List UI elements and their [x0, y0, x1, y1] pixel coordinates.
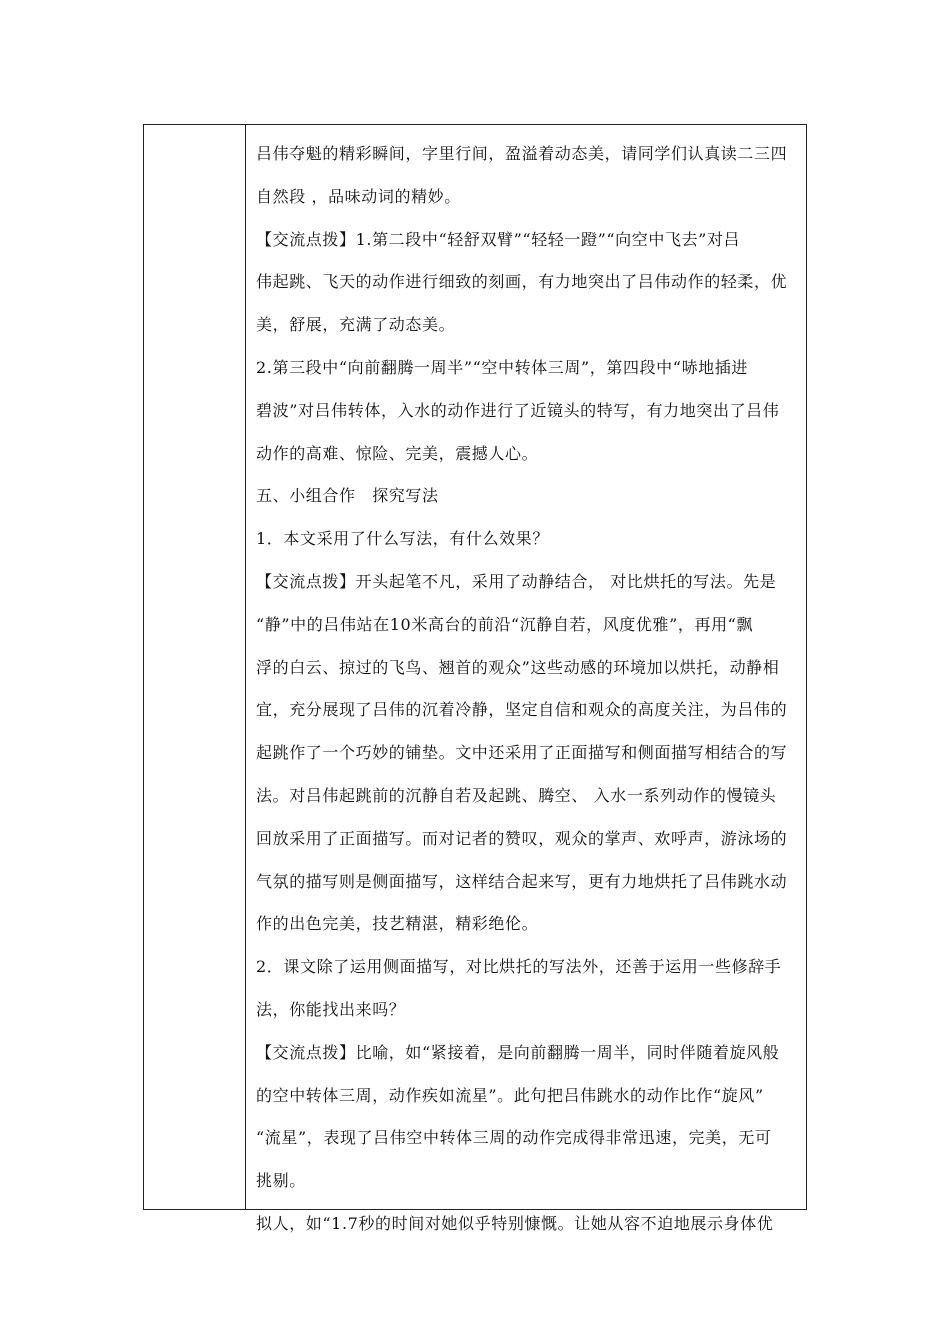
text-line: 宜，充分展现了吕伟的沉着冷静，坚定自信和观众的高度关注，为吕伟的: [256, 700, 788, 720]
question: 2．课文除了运用侧面描写，对比烘托的写法外，还善于运用一些修辞手: [256, 957, 782, 977]
text-line: 动作的高难、惊险、完美，震撼人心。: [256, 443, 539, 463]
text-line: 【交流点拨】开头起笔不凡，采用了动静结合， 对比烘托的写法。先是: [256, 571, 777, 591]
text-line: 回放采用了正面描写。而对记者的赞叹，观众的掌声、欢呼声，游泳场的: [256, 828, 788, 848]
text-line: “流星”，表现了吕伟空中转体三周的动作完成得非常迅速，完美，无可: [256, 1128, 772, 1148]
text-line: 的空中转体三周，动作疾如流星”。此句把吕伟跳水的动作比作“旋风”: [256, 1085, 764, 1105]
text-line: 伟起跳、飞天的动作进行细致的刻画，有力地突出了吕伟动作的轻柔，优: [256, 272, 788, 292]
text-line: “静”中的吕伟站在10米高台的前沿“沉静自若，风度优雅”，再用“飘: [256, 614, 754, 634]
content-cell: [256, 133, 796, 1246]
column-divider: [245, 125, 246, 1209]
text-line: 作的出色完美，技艺精湛，精彩绝伦。: [256, 914, 539, 934]
text-line: 浮的白云、掠过的飞鸟、翘首的观众”这些动感的环境加以烘托，动静相: [256, 657, 780, 677]
text-line: 拟人，如“1.7秒的时间对她似乎特别慷慨。让她从容不迫地展示身体优: [256, 1213, 774, 1233]
text-line: 【交流点拨】1.第二段中“轻舒双臂”“轻轻一蹬”“向空中飞去”对吕: [256, 229, 741, 249]
question: 法，你能找出来吗？: [256, 999, 406, 1019]
text-line: 自然段 ，品味动词的精妙。: [256, 186, 461, 206]
text-line: 碧波”对吕伟转体，入水的动作进行了近镜头的特写，有力地突出了吕伟: [256, 400, 780, 420]
section-heading: 五、小组合作 探究写法: [256, 486, 439, 506]
text-line: 气氛的描写则是侧面描写，这样结合起来写，更有力地烘托了吕伟跳水动: [256, 871, 788, 891]
text-line: 吕伟夺魁的精彩瞬间，字里行间，盈溢着动态美，请同学们认真读二三四: [256, 144, 788, 163]
text-line: 法。对吕伟起跳前的沉静自若及起跳、腾空、 入水一系列动作的慢镜头: [256, 785, 777, 805]
text-line: 挑剔。: [256, 1171, 306, 1191]
question: 1．本文采用了什么写法，有什么效果？: [256, 529, 549, 549]
lesson-table: [143, 124, 807, 1233]
text-line: 【交流点拨】比喻，如“紧接着，是向前翻腾一周半，同时伴随着旋风般: [256, 1042, 780, 1062]
text-line: 美，舒展，充满了动态美。: [256, 315, 456, 335]
text-line: 起跳作了一个巧妙的铺垫。文中还采用了正面描写和侧面描写相结合的写: [256, 743, 788, 763]
text-line: 2.第三段中“向前翻腾一周半”“空中转体三周”，第四段中“哧地插进: [256, 357, 748, 377]
